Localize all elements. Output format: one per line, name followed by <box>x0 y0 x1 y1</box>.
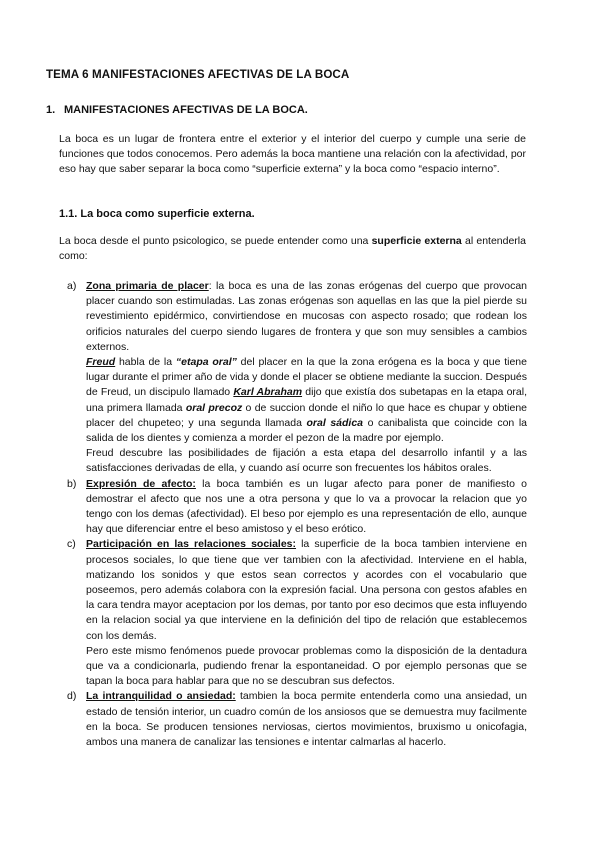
list-marker: d) <box>67 690 77 703</box>
term: Expresión de afecto: <box>86 477 196 490</box>
sub-intro-post: al entenderla como: <box>59 235 526 263</box>
list-item-body <box>86 477 527 538</box>
term: Zona primaria de placer <box>86 280 209 292</box>
list-item-body <box>86 689 527 750</box>
text: tambien la boca permite entenderla como una ansiedad, un estado de tensión interior, un cuadro común de los ansiosos que se demuestra muy facilmente en la boca. Se producen tensiones nerviosas, ciertos movimientos, bruxismo u onicofagia, ambos una manera de canalizar las tensiones e intentar calmarlas al hacerlo. <box>86 690 527 749</box>
text: dijo que existía dos subetapas en la etapa oral, una primera llamada <box>86 386 528 414</box>
intro-paragraph: La boca es un lugar de frontera entre el exterior y el interior del cuerpo y cumple una serie de funciones que todos conocemos. Pero además la boca mantiene una relación con la afectividad, por eso hay que saber separar la boca como “superficie externa” y la boca como “espacio interno”. <box>59 133 526 176</box>
term-karl-abraham: Karl Abraham <box>233 386 303 399</box>
text: : la boca es una de las zonas erógenas del cuerpo que provocan placer cuando son estimuladas. Las zonas erógenas son aquellas en las que la piel pierde su revestimiento epidérmico, convirtiendose en mucosas con aspecto rosado; que rodean los orificios naturales del cuerpo siendo lugares de frontera y que son muy sensibles a cambios externos. <box>86 280 527 353</box>
paragraph <box>86 355 527 446</box>
sub-intro-bold: superficie externa <box>371 235 462 247</box>
paragraph: Freud descubre las posibilidades de fijación a esta etapa del desarrollo infantil y a las satisfacciones derivadas de ella, y cuando así ocurre son frecuentes los hábitos orales. <box>86 447 527 475</box>
subsection-heading: 1.1. La boca como superficie externa. <box>59 208 255 220</box>
list-item-body <box>86 537 527 689</box>
paragraph <box>86 477 527 538</box>
term-oral-sadica: oral sádica <box>306 416 364 429</box>
list <box>0 279 600 750</box>
section-heading-text: MANIFESTACIONES AFECTIVAS DE LA BOCA. <box>64 104 308 116</box>
text: o canibalista que coincide con la salida de los dientes y comienza a morder el pezon de la madre por ejemplo. <box>86 416 527 445</box>
list-marker: c) <box>67 538 76 551</box>
list-item-d <box>0 689 600 750</box>
text: habla de la <box>115 356 176 369</box>
text: o de succion donde el niño lo que hace es chupar y obtiene placer del chupeteo; y una segunda llamada <box>86 401 527 429</box>
text: la superficie de la boca tambien interviene en procesos sociales, lo que tiene que ver tambien con la afectividad. Interviene en el habla, matizando los sonidos y que estos sean correctos y acordes con el vocabulario que poseemos, pero además colabora con la expresión facial. Una persona con gestos afables en la cara tendra mayor aceptacion por los demas, por tanto por eso decimos que esta influyendo en la relacion social ya que interviene en la definición del tipo de relación que establecemos con los demás. <box>86 538 527 642</box>
sub-intro-pre: La boca desde el punto psicologico, se puede entender como una <box>59 235 372 247</box>
document-title: TEMA 6 MANIFESTACIONES AFECTIVAS DE LA BOCA <box>46 68 350 81</box>
list-item-a <box>0 279 600 477</box>
paragraph <box>86 279 527 355</box>
paragraph <box>86 689 527 750</box>
text: la boca también es un lugar afecto para poner de manifiesto o demostrar el afecto que nos une a otra persona y que lo va a provocar la relacion que yo tengo con los demas (afectividad). El beso por ejemplo es una representación de ello, aunque hay que diferenciar entre el beso amistoso y el beso erótico. <box>86 477 527 536</box>
paragraph <box>86 537 527 643</box>
list-marker: a) <box>67 280 77 292</box>
list-item-body <box>86 279 527 477</box>
list-item-b <box>0 477 600 538</box>
list-marker: b) <box>67 477 77 490</box>
subsection-intro-paragraph <box>59 234 526 264</box>
section-number: 1. <box>46 104 56 116</box>
term-oral-precoz: oral precoz <box>185 401 243 414</box>
term-etapa-oral: “etapa oral” <box>175 356 237 369</box>
section-heading <box>46 104 308 116</box>
text: del placer en la que la zona erógena es la boca y que tiene lugar durante el primer año de vida y donde el placer se obtiene mediante la succion. Después de Freud, un discipulo llamado <box>86 356 527 399</box>
list-item-c <box>0 537 600 689</box>
term: La intranquilidad o ansiedad: <box>86 690 236 703</box>
paragraph: Pero este mismo fenómenos puede provocar problemas como la disposición de la dentadura que va a condicionarla, pudiendo frenar la espontaneidad. O por ejemplo personas que se tapan la boca para hablar para que no se descubran sus defectos. <box>86 644 527 688</box>
term-freud: Freud <box>86 356 116 369</box>
term: Participación en las relaciones sociales: <box>86 538 297 551</box>
